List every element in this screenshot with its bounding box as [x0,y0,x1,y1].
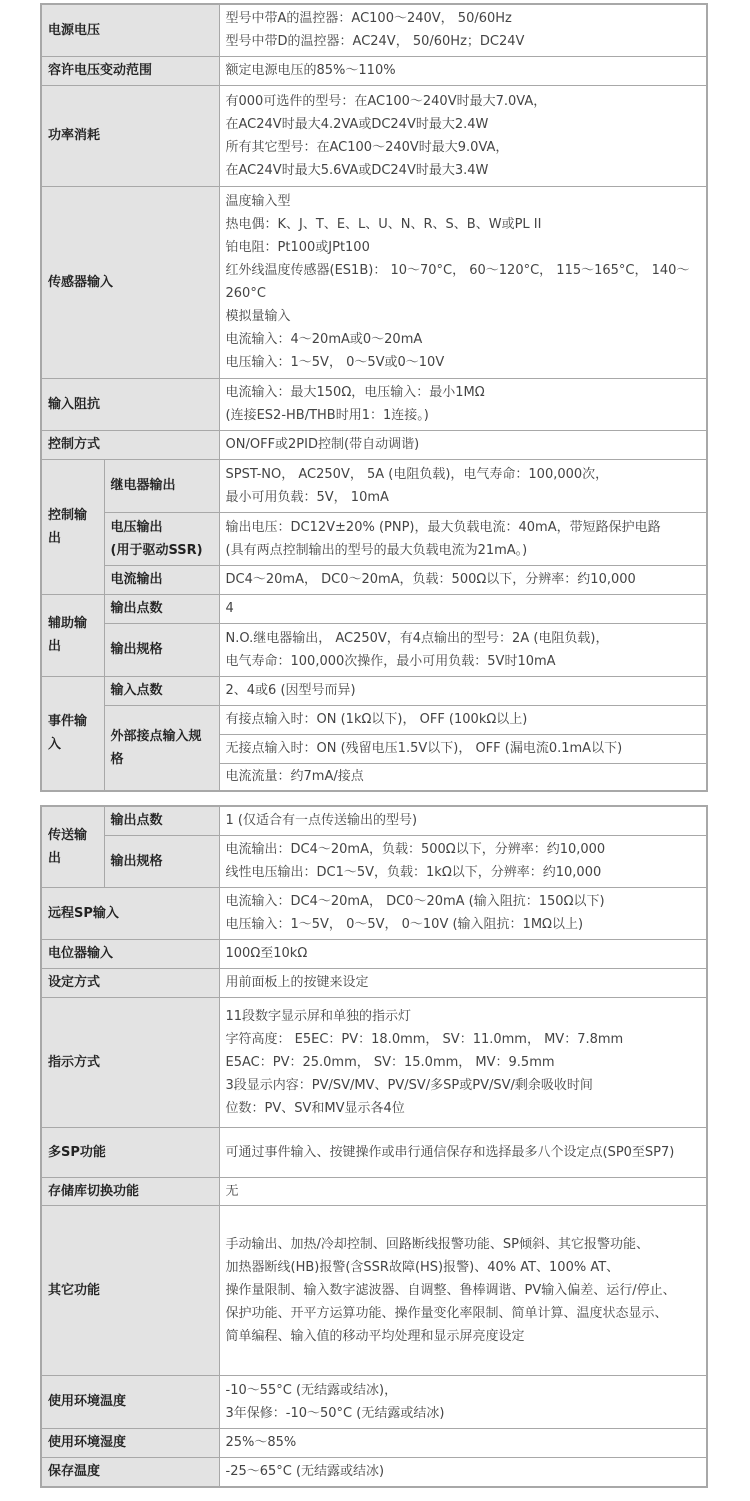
value-line: 电流输入：最大150Ω，电压输入：最小1MΩ [225,385,485,400]
spec-table-2 [40,805,708,1488]
value-line: 输出电压：DC12V±20% (PNP)，最大负载电流：40mA，带短路保护电路 [225,519,661,535]
value-line: 电流输出：DC4～20mA，负载：500Ω以下，分辨率：约10,000 [225,842,606,857]
row-label: 传感器输入 [41,186,219,378]
spec-table-1 [40,3,708,792]
value-line: 操作量限制、输入数字滤波器、自调整、鲁棒调谐、PV输入偏差、运行/停止、 [225,1282,676,1298]
row-value [219,594,707,623]
row-label: 指示方式 [41,997,219,1127]
value-line: SPST-NO， AC250V， 5A (电阻负载)，电气寿命：100,000次， [225,466,609,482]
row-value [219,968,707,997]
sub-label: 输出点数 [104,594,219,623]
value-line: 温度输入型 [225,194,291,209]
row-value [219,430,707,459]
sub-label: 外部接点输入规格 [104,705,219,791]
value-line: N.O.继电器输出， AC250V，有4点输出的型号：2A (电阻负载)， [225,630,609,646]
spec-row-bank-switching [41,1177,707,1205]
value-line: 用前面板上的按键来设定 [225,975,369,990]
value-line: (具有两点控制输出的型号的最大负载电流为21mA。) [225,542,528,558]
spec-row-power-voltage [41,4,707,56]
row-label: 控制方式 [41,430,219,459]
value-line: (连接ES2-HB/THB时用1：1连接。) [225,408,429,423]
value-line: 电压输入：1～5V， 0～5V， 0～10V (输入阻抗：1MΩ以上) [225,917,584,932]
row-value: 无接点输入时：ON (残留电压1.5V以下)， OFF (漏电流0.1mA以下) [219,734,707,763]
row-label: 使用环境温度 [41,1375,219,1428]
row-value [219,1457,707,1487]
spec-row-transfer-output-points [41,806,707,835]
spec-row-aux-output-points [41,594,707,623]
value-line: 简单编程、输入值的移动平均处理和显示屏亮度设定 [225,1328,525,1344]
spec-row-control-output-voltage [41,512,707,565]
spec-row-remote-sp-input [41,887,707,939]
value-line: 加热器断线(HB)报警(含SSR故障(HS)报警)、40% AT、100% AT、 [225,1259,620,1275]
row-value [219,806,707,835]
group-label-transfer-output: 传送输出 [41,806,104,887]
value-line: 型号中带D的温控器：AC24V， 50/60Hz；DC24V [225,34,525,50]
row-value [219,4,707,56]
value-line: -25～65°C (无结露或结冰) [225,1464,385,1480]
row-label: 其它功能 [41,1205,219,1375]
row-value [219,1127,707,1177]
row-label: 电位器输入 [41,939,219,968]
value-line: 25%～85% [225,1435,297,1450]
value-line: 位数：PV、SV和MV显示各4位 [225,1100,405,1116]
spec-row-power-consumption [41,85,707,186]
spec-row-control-output-current [41,565,707,594]
row-value [219,378,707,430]
value-line: -10～55°C (无结露或结冰)， [225,1382,398,1398]
sub-label: 输入点数 [104,676,219,705]
group-label-control-output: 控制输出 [41,459,104,594]
row-value [219,1177,707,1205]
value-line: 无 [225,1183,239,1199]
value-line: 3年保修：-10～50°C (无结露或结冰) [225,1405,445,1421]
spec-row-storage-temperature [41,1457,707,1487]
sub-label [104,512,219,565]
spec-row-setting-method [41,968,707,997]
group-label-event-input: 事件输入 [41,676,104,791]
value-line: 型号中带A的温控器：AC100～240V， 50/60Hz [225,11,512,27]
spec-row-sensor-input [41,186,707,378]
value-line: 在AC24V时最大4.2VA或DC24V时最大2.4W [225,116,489,132]
spec-row-input-impedance [41,378,707,430]
row-value [219,1428,707,1457]
row-value [219,623,707,676]
spec-row-multi-sp [41,1127,707,1177]
sub-label: 输出点数 [104,806,219,835]
row-label: 远程SP输入 [41,887,219,939]
value-line: 手动输出、加热/冷却控制、回路断线报警功能、SP倾斜、其它报警功能、 [225,1236,649,1252]
row-value [219,887,707,939]
value-line: 线性电压输出：DC1～5V，负载：1kΩ以下，分辨率：约10,000 [225,865,602,880]
sub-label: 输出规格 [104,835,219,887]
row-value [219,1205,707,1375]
value-line: 电压输入：1～5V， 0～5V或0～10V [225,355,445,370]
spec-row-event-input-points [41,676,707,705]
value-line: 100Ω至10kΩ [225,946,308,961]
value-line: 有000可选件的型号：在AC100～240V时最大7.0VA， [225,93,547,109]
value-line: 红外线温度传感器(ES1B)： 10～70°C， 60～120°C， 115～165°C， 140～260°C [225,263,690,301]
value-line: 字符高度： E5EC：PV：18.0mm， SV：11.0mm， MV：7.8mm [225,1031,624,1047]
value-line: 电流输入：DC4～20mA， DC0～20mA (输入阻抗：150Ω以下) [225,894,605,909]
spec-row-control-method [41,430,707,459]
row-label: 设定方式 [41,968,219,997]
row-value [219,512,707,565]
value-line: DC4～20mA， DC0～20mA，负载：500Ω以下，分辨率：约10,000 [225,572,636,587]
sub-label: 电流输出 [104,565,219,594]
sub-label: 输出规格 [104,623,219,676]
value-line: 电气寿命：100,000次操作，最小可用负载：5V时10mA [225,653,556,669]
value-line: E5AC：PV：25.0mm， SV：15.0mm， MV：9.5mm [225,1054,555,1070]
sub-label-line: 电压输出 [110,519,163,535]
spec-row-ambient-humidity [41,1428,707,1457]
value-line: 热电偶：K、J、T、E、L、U、N、R、S、B、W或PL II [225,217,542,232]
spec-row-aux-output-spec [41,623,707,676]
row-value [219,835,707,887]
sub-label: 继电器输出 [104,459,219,512]
row-label: 容许电压变动范围 [41,56,219,85]
row-label: 使用环境湿度 [41,1428,219,1457]
value-line: 额定电源电压的85%～110% [225,63,396,78]
spec-row-other-functions [41,1205,707,1375]
value-line: 保护功能、开平方运算功能、操作量变化率限制、简单计算、温度状态显示、 [225,1305,668,1321]
row-value [219,676,707,705]
value-line: 11段数字显示屏和单独的指示灯 [225,1008,412,1024]
row-label: 电源电压 [41,4,219,56]
row-label: 保存温度 [41,1457,219,1487]
spec-row-event-input-contact [41,705,707,734]
value-line: 铂电阻：Pt100或JPt100 [225,240,370,255]
value-line: 1 (仅适合有一点传送输出的型号) [225,813,418,829]
row-value [219,186,707,378]
spec-row-control-output-relay [41,459,707,512]
value-line: 3段显示内容：PV/SV/MV、PV/SV/多SP或PV/SV/剩余吸收时间 [225,1077,593,1093]
spec-row-transfer-output-spec [41,835,707,887]
row-value [219,565,707,594]
value-line: 所有其它型号：在AC100～240V时最大9.0VA， [225,139,509,155]
value-line: 可通过事件输入、按键操作或串行通信保存和选择最多八个设定点(SP0至SP7) [225,1144,675,1160]
row-label: 功率消耗 [41,85,219,186]
value-line: 在AC24V时最大5.6VA或DC24V时最大3.4W [225,162,489,178]
value-line: 4 [225,601,234,616]
row-value: 电流流量：约7mA/接点 [219,763,707,791]
row-label: 输入阻抗 [41,378,219,430]
row-value [219,459,707,512]
value-line: 最小可用负载：5V， 10mA [225,489,389,505]
spec-row-voltage-range [41,56,707,85]
spec-row-indication-method [41,997,707,1127]
value-line: 2、4或6 (因型号而异) [225,683,356,698]
row-label: 多SP功能 [41,1127,219,1177]
row-label: 存储库切换功能 [41,1177,219,1205]
row-value: 有接点输入时：ON (1kΩ以下)， OFF (100kΩ以上) [219,705,707,734]
value-line: 电流输入：4～20mA或0～20mA [225,332,423,347]
value-line: ON/OFF或2PID控制(带自动调谐) [225,437,420,452]
row-value [219,85,707,186]
spec-row-potentiometer-input [41,939,707,968]
row-value [219,56,707,85]
spec-row-ambient-temperature [41,1375,707,1428]
row-value [219,1375,707,1428]
row-value [219,939,707,968]
row-value [219,997,707,1127]
value-line: 模拟量输入 [225,309,291,324]
group-label-aux-output: 辅助输出 [41,594,104,676]
sub-label-line: (用于驱动SSR) [110,542,203,558]
